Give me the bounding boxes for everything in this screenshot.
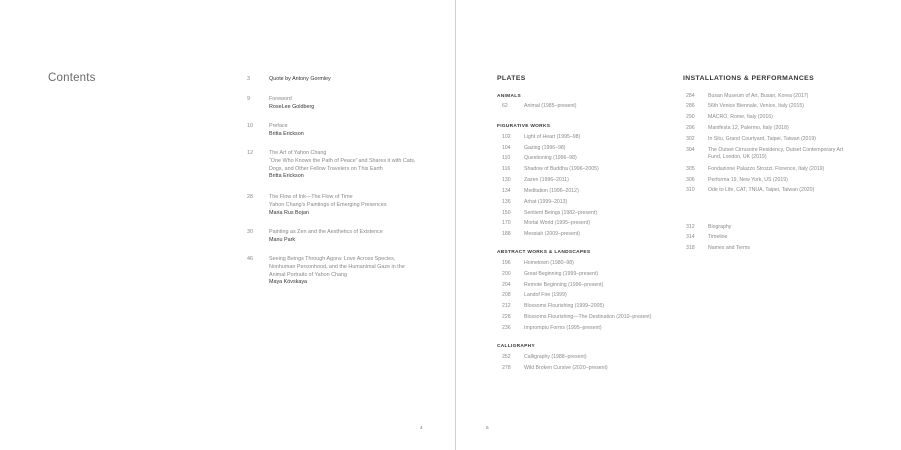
plate-page-number: 116 <box>502 166 511 172</box>
plate-page-number: 228 <box>502 314 511 320</box>
plate-row[interactable] <box>502 145 566 152</box>
plate-title: Zazen (1996–2011) <box>524 177 569 183</box>
plate-row[interactable] <box>502 177 569 184</box>
installation-title: The Outset Cirrusoire Residency, Outset Contemporary Art Fund, London, UK (2019) <box>708 147 844 160</box>
plate-page-number: 136 <box>502 199 511 205</box>
installation-row[interactable] <box>686 93 808 100</box>
plate-row[interactable] <box>502 231 580 238</box>
toc-author: Manu Park <box>269 236 296 243</box>
contents-title: Contents <box>48 72 96 84</box>
toc-title: Painting as Zen and the Aesthetics of Existence <box>269 229 383 235</box>
group-heading-calligraphy: CALLIGRAPHY <box>497 344 535 349</box>
plate-page-number: 196 <box>502 260 511 266</box>
toc-page-number: 30 <box>247 229 253 235</box>
plate-row[interactable] <box>502 103 576 110</box>
installation-row[interactable] <box>686 103 804 110</box>
plate-title: Questioning (1996–98) <box>524 155 577 161</box>
group-heading-figurative: FIGURATIVE WORKS <box>497 124 551 129</box>
installation-row[interactable] <box>686 177 788 184</box>
installation-page-number: 306 <box>686 177 695 183</box>
installation-row[interactable] <box>686 114 773 121</box>
plate-page-number: 204 <box>502 282 511 288</box>
installation-page-number: 296 <box>686 125 695 131</box>
plate-row[interactable] <box>502 260 574 267</box>
plate-title: Arhat (1999–2013) <box>524 199 568 205</box>
plate-page-number: 104 <box>502 145 511 151</box>
installation-row[interactable] <box>686 136 816 143</box>
plate-title: Mortal World (1995–present) <box>524 220 590 226</box>
plate-title: Wild Broken Cursive (2020–present) <box>524 365 608 371</box>
installation-page-number: 290 <box>686 114 695 120</box>
toc-author: Britta Erickson <box>269 130 304 137</box>
plate-page-number: 62 <box>502 103 508 109</box>
back-matter-page-number: 312 <box>686 224 695 230</box>
back-matter-row[interactable] <box>686 234 727 241</box>
plate-row[interactable] <box>502 166 599 173</box>
plate-title: Hometown (1980–98) <box>524 260 574 266</box>
plate-row[interactable] <box>502 325 602 332</box>
plate-title: Gazing (1996–98) <box>524 145 566 151</box>
toc-page-number: 28 <box>247 194 253 200</box>
installation-row[interactable] <box>686 187 814 194</box>
plate-title: Light of Heart (1995–98) <box>524 134 581 140</box>
toc-author: RoseLee Goldberg <box>269 103 315 110</box>
installation-page-number: 284 <box>686 93 695 99</box>
plate-title: Sentient Beings (1982–present) <box>524 210 597 216</box>
plate-page-number: 208 <box>502 292 511 298</box>
plate-page-number: 130 <box>502 177 511 183</box>
toc-page-number: 10 <box>247 123 253 129</box>
installation-title: Performa 19, New York, US (2019) <box>708 177 788 183</box>
plate-page-number: 170 <box>502 220 511 226</box>
page-number-left: 4 <box>420 426 423 431</box>
plate-title: Impromptu Forms (1995–present) <box>524 325 602 331</box>
installation-title: Fondazione Palazzo Strozzi, Florence, Italy (2019) <box>708 166 825 172</box>
plate-row[interactable] <box>502 282 603 289</box>
installation-title: MACRO, Rome, Italy (2016) <box>708 114 773 120</box>
plate-title: Landof Fire (1999) <box>524 292 567 298</box>
plate-title: Remote Beginning (1996–present) <box>524 282 604 288</box>
installation-title: Busan Museum of Art, Busan, Korea (2017) <box>708 93 809 99</box>
plate-row[interactable] <box>502 155 577 162</box>
plate-row[interactable] <box>502 210 597 217</box>
plate-page-number: 278 <box>502 365 511 371</box>
plate-title: Messiah (2009–present) <box>524 231 580 237</box>
plate-page-number: 150 <box>502 210 511 216</box>
plate-page-number: 212 <box>502 303 511 309</box>
back-matter-page-number: 318 <box>686 245 695 251</box>
plate-page-number: 236 <box>502 325 511 331</box>
toc-title: Foreword <box>269 96 292 102</box>
installation-title: Ode to Life, CAT, TNUA, Taipei, Taiwan (2020) <box>708 187 815 193</box>
plate-title: Shadow of Buddha (1996–2005) <box>524 166 599 172</box>
toc-page-number: 9 <box>247 96 250 102</box>
plate-page-number: 134 <box>502 188 511 194</box>
back-matter-row[interactable] <box>686 224 731 231</box>
plate-page-number: 102 <box>502 134 511 140</box>
back-matter-page-number: 314 <box>686 234 695 240</box>
toc-author: Maya Kóvskaya <box>269 279 308 286</box>
toc-subtitle: “One Who Knows the Path of Peace” and Shares it with Cats, Dogs, and Other Fellow Travelers on This Earth <box>269 157 416 172</box>
toc-title: Quote by Antony Gormley <box>269 76 331 82</box>
installation-title: In Situ, Grand Courtyard, Taipei, Taiwan (2019) <box>708 136 816 142</box>
toc-page-number: 46 <box>247 256 253 262</box>
plate-row[interactable] <box>502 292 567 299</box>
page-number-right: 5 <box>486 426 489 431</box>
plate-row[interactable] <box>502 134 580 141</box>
plate-page-number: 188 <box>502 231 511 237</box>
group-heading-abstract: ABSTRACT WORKS & LANDSCAPES <box>497 250 591 255</box>
plate-title: Meditation (1996–2012) <box>524 188 579 194</box>
back-matter-title: Names and Terms <box>708 245 750 251</box>
plates-heading: PLATES <box>497 75 526 82</box>
toc-page-number: 12 <box>247 150 253 156</box>
plate-row[interactable] <box>502 199 567 206</box>
group-heading-animals: ANIMALS <box>497 94 521 99</box>
plate-title: Calligraphy (1988–present) <box>524 354 587 360</box>
installation-page-number: 302 <box>686 136 695 142</box>
plate-page-number: 200 <box>502 271 511 277</box>
installation-page-number: 310 <box>686 187 695 193</box>
toc-title: Seeing Beings Through Agora: Love Across Species, Nonhuman Personhood, and the Humanimal Gaze in the Animal Portraits of Yahon Chang <box>269 256 405 278</box>
toc-title: The Flow of Ink—The Flow of Time <box>269 194 353 200</box>
toc-author: Maria Rus Bojan <box>269 209 309 216</box>
back-matter-row[interactable] <box>686 245 750 252</box>
toc-title: The Art of Yahon Chang <box>269 150 327 156</box>
plate-row[interactable] <box>502 220 590 227</box>
installation-title: 56th Venice Biennale, Venice, Italy (2015) <box>708 103 805 109</box>
back-matter-title: Biography <box>708 224 732 230</box>
plate-title: Blossoms Flourishing—The Destination (2010–present) <box>524 314 652 320</box>
plate-row[interactable] <box>502 365 608 372</box>
installation-page-number: 304 <box>686 147 695 153</box>
installation-row[interactable] <box>686 166 824 173</box>
installations-heading: INSTALLATIONS & PERFORMANCES <box>683 75 815 82</box>
plate-page-number: 110 <box>502 155 511 161</box>
installation-page-number: 286 <box>686 103 695 109</box>
installation-title: Manifesta 12, Palermo, Italy (2018) <box>708 125 789 131</box>
back-matter-title: Timeline <box>708 234 728 240</box>
right-page <box>456 0 901 450</box>
plate-row[interactable] <box>502 303 604 310</box>
plate-row[interactable] <box>502 314 651 321</box>
plate-row[interactable] <box>502 188 579 195</box>
installation-row[interactable] <box>686 125 789 132</box>
plate-page-number: 252 <box>502 354 511 360</box>
plate-title: Great Beginning (1999–present) <box>524 271 599 277</box>
plate-title: Blossoms Flourishing (1999–2005) <box>524 303 605 309</box>
toc-author: Britta Erickson <box>269 173 304 180</box>
toc-subtitle: Yahon Chang’s Paintings of Emerging Presences <box>269 201 387 208</box>
installation-page-number: 305 <box>686 166 695 172</box>
installation-row[interactable] <box>686 147 848 161</box>
plate-title: Animal (1985–present) <box>524 103 577 109</box>
plate-row[interactable] <box>502 354 587 361</box>
toc-title: Preface <box>269 123 288 129</box>
toc-page-number: 3 <box>247 76 250 82</box>
plate-row[interactable] <box>502 271 598 278</box>
